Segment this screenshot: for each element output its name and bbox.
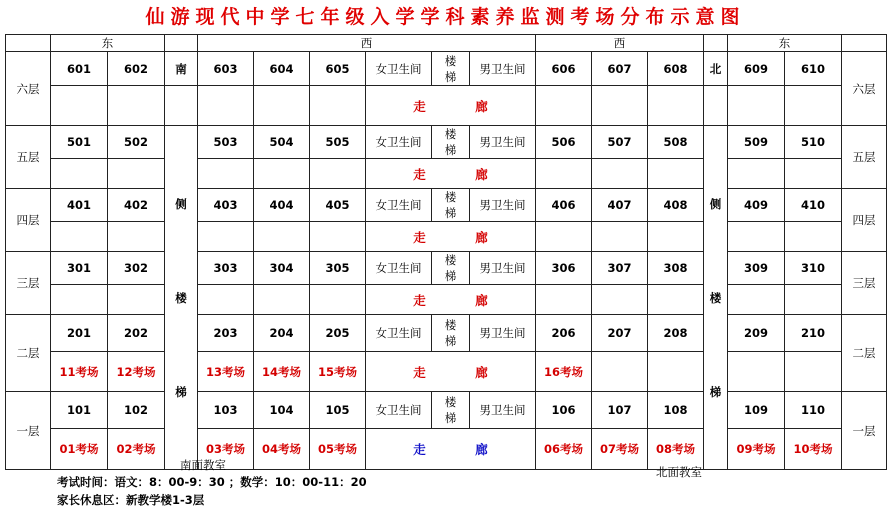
- room-number: 208: [648, 315, 704, 352]
- direction-west-left: 西: [198, 35, 536, 52]
- exam-room-label: [648, 159, 704, 189]
- exam-room-label: [728, 159, 785, 189]
- south-stair-char: 梯: [175, 384, 187, 399]
- exam-room-layout: [5, 34, 887, 470]
- room-number: 206: [536, 315, 592, 352]
- womens-restroom: 女卫生间: [366, 126, 432, 159]
- exam-room-label: 13考场: [198, 352, 254, 392]
- header-blank-left: [6, 35, 51, 52]
- middle-stair: [432, 126, 470, 159]
- exam-room-label: [592, 222, 648, 252]
- parent-rest-area: 家长休息区：新教学楼1-3层: [57, 493, 205, 507]
- floor-label-left: 一层: [6, 392, 51, 470]
- room-number: 108: [648, 392, 704, 429]
- middle-stair-char: 楼: [444, 253, 457, 267]
- mens-restroom: 男卫生间: [470, 392, 536, 429]
- exam-room-label: 05考场: [310, 429, 366, 470]
- exam-room-label: [785, 285, 842, 315]
- room-number: 607: [592, 52, 648, 86]
- floor-label-right: 二层: [842, 315, 887, 392]
- exam-room-label: [592, 159, 648, 189]
- floor-label-left: 三层: [6, 252, 51, 315]
- exam-room-label: 04考场: [254, 429, 310, 470]
- corridor: [366, 429, 536, 470]
- exam-room-label: [198, 285, 254, 315]
- corridor-char: 廊: [475, 442, 488, 457]
- room-number: 202: [108, 315, 165, 352]
- womens-restroom: 女卫生间: [366, 315, 432, 352]
- corridor-label: [413, 230, 488, 245]
- exam-room-label: [536, 86, 592, 126]
- exam-room-label: [51, 285, 108, 315]
- room-number: 602: [108, 52, 165, 86]
- page-title: 仙游现代中学七年级入学学科素养监测考场分布示意图: [145, 6, 746, 28]
- corridor: [366, 159, 536, 189]
- north-stair-top: 北: [704, 52, 728, 86]
- exam-room-label: [728, 285, 785, 315]
- room-number: 201: [51, 315, 108, 352]
- exam-room-label: [728, 222, 785, 252]
- room-number: 210: [785, 315, 842, 352]
- north-stair-char: 梯: [709, 384, 722, 399]
- room-number: 203: [198, 315, 254, 352]
- exam-room-label: [310, 222, 366, 252]
- room-number: 510: [785, 126, 842, 159]
- exam-room-label: 10考场: [785, 429, 842, 470]
- north-classrooms-label: 北面教室: [656, 465, 702, 479]
- header-blank-right: [842, 35, 887, 52]
- exam-room-label: 02考场: [108, 429, 165, 470]
- south-classrooms-label: 南面教室: [180, 458, 226, 472]
- room-number: 509: [728, 126, 785, 159]
- exam-room-label: [648, 86, 704, 126]
- middle-stair-char: 楼: [444, 127, 457, 141]
- middle-stair: [432, 189, 470, 222]
- room-number: 410: [785, 189, 842, 222]
- exam-room-label: 07考场: [592, 429, 648, 470]
- womens-restroom: 女卫生间: [366, 52, 432, 86]
- room-number: 102: [108, 392, 165, 429]
- corridor-label: [413, 365, 488, 380]
- room-number: 308: [648, 252, 704, 285]
- room-number: 504: [254, 126, 310, 159]
- mens-restroom: 男卫生间: [470, 315, 536, 352]
- room-number: 408: [648, 189, 704, 222]
- middle-stair-char: 梯: [444, 269, 457, 283]
- corridor-label: [413, 442, 488, 457]
- room-number: 104: [254, 392, 310, 429]
- south-stair: [165, 126, 198, 470]
- exam-room-label: [648, 285, 704, 315]
- floor-label-left: 六层: [6, 52, 51, 126]
- mens-restroom: 男卫生间: [470, 126, 536, 159]
- exam-room-label: [108, 86, 165, 126]
- exam-room-label: [254, 285, 310, 315]
- room-number: 207: [592, 315, 648, 352]
- mens-restroom: 男卫生间: [470, 189, 536, 222]
- room-number: 406: [536, 189, 592, 222]
- floor-label-left: 二层: [6, 315, 51, 392]
- room-number: 303: [198, 252, 254, 285]
- room-number: 604: [254, 52, 310, 86]
- exam-room-label: 03考场: [198, 429, 254, 470]
- north-stair-char: 楼: [709, 290, 722, 305]
- middle-stair-char: 梯: [444, 143, 457, 157]
- exam-room-label: [198, 159, 254, 189]
- floor-label-right: 五层: [842, 126, 887, 189]
- middle-stair-char: 楼: [444, 395, 457, 409]
- corridor: [366, 352, 536, 392]
- womens-restroom: 女卫生间: [366, 392, 432, 429]
- exam-room-label: 06考场: [536, 429, 592, 470]
- room-number: 407: [592, 189, 648, 222]
- room-number: 305: [310, 252, 366, 285]
- room-number: 409: [728, 189, 785, 222]
- room-number: 302: [108, 252, 165, 285]
- exam-room-label: 16考场: [536, 352, 592, 392]
- middle-stair-char: 梯: [444, 206, 457, 220]
- exam-room-label: [108, 159, 165, 189]
- corridor-label: [413, 293, 488, 308]
- room-number: 404: [254, 189, 310, 222]
- corridor-char: 廊: [475, 229, 488, 245]
- floor-label-right: 六层: [842, 52, 887, 126]
- exam-room-label: [785, 222, 842, 252]
- exam-room-label: [592, 352, 648, 392]
- floor-label-right: 四层: [842, 189, 887, 252]
- middle-stair-char: 楼: [444, 190, 457, 204]
- floor-label-left: 五层: [6, 126, 51, 189]
- corridor-label: [413, 167, 488, 182]
- womens-restroom: 女卫生间: [366, 252, 432, 285]
- room-number: 309: [728, 252, 785, 285]
- exam-room-label: [728, 86, 785, 126]
- room-number: 105: [310, 392, 366, 429]
- mens-restroom: 男卫生间: [470, 52, 536, 86]
- room-number: 107: [592, 392, 648, 429]
- exam-room-label: [254, 86, 310, 126]
- room-number: 204: [254, 315, 310, 352]
- exam-room-label: [254, 222, 310, 252]
- exam-room-label: [785, 352, 842, 392]
- room-number: 405: [310, 189, 366, 222]
- header-blank: [704, 35, 728, 52]
- exam-room-label: [310, 159, 366, 189]
- corridor-char: 走: [413, 98, 426, 114]
- middle-stair: [432, 252, 470, 285]
- direction-east-left: 东: [51, 35, 165, 52]
- exam-room-label: [310, 86, 366, 126]
- direction-west-right: 西: [536, 35, 704, 52]
- room-number: 608: [648, 52, 704, 86]
- corridor: [366, 222, 536, 252]
- room-number: 610: [785, 52, 842, 86]
- room-number: 106: [536, 392, 592, 429]
- floor-label-left: 四层: [6, 189, 51, 252]
- exam-room-label: [108, 285, 165, 315]
- floor-label-right: 三层: [842, 252, 887, 315]
- middle-stair-char: 楼: [444, 53, 457, 68]
- room-number: 306: [536, 252, 592, 285]
- corridor-char: 廊: [475, 98, 488, 114]
- room-number: 501: [51, 126, 108, 159]
- room-number: 508: [648, 126, 704, 159]
- north-stair-gap: [704, 86, 728, 126]
- exam-room-label: [536, 159, 592, 189]
- corridor-char: 廊: [475, 166, 488, 182]
- exam-room-label: [51, 86, 108, 126]
- middle-stair-char: 梯: [444, 411, 457, 425]
- womens-restroom: 女卫生间: [366, 189, 432, 222]
- exam-room-label: [536, 285, 592, 315]
- exam-room-label: [785, 159, 842, 189]
- exam-room-label: [254, 159, 310, 189]
- exam-room-label: [592, 86, 648, 126]
- corridor: [366, 285, 536, 315]
- room-number: 101: [51, 392, 108, 429]
- south-stair-char: 楼: [175, 290, 187, 305]
- exam-room-label: 11考场: [51, 352, 108, 392]
- exam-room-label: [536, 222, 592, 252]
- room-number: 603: [198, 52, 254, 86]
- exam-room-label: [785, 86, 842, 126]
- middle-stair-char: 楼: [444, 318, 457, 332]
- floor-label-right: 一层: [842, 392, 887, 470]
- exam-room-label: 09考场: [728, 429, 785, 470]
- middle-stair: [432, 315, 470, 352]
- exam-room-label: [728, 352, 785, 392]
- mens-restroom: 男卫生间: [470, 252, 536, 285]
- exam-room-label: 08考场: [648, 429, 704, 470]
- exam-room-label: [648, 352, 704, 392]
- corridor-char: 廊: [475, 292, 488, 308]
- exam-time: 考试时间：语文：8：00-9：30 ；数学：10：00-11：20: [57, 475, 367, 489]
- exam-room-label: [108, 222, 165, 252]
- room-number: 606: [536, 52, 592, 86]
- exam-room-label: [592, 285, 648, 315]
- exam-room-label: 01考场: [51, 429, 108, 470]
- middle-stair-char: 梯: [444, 334, 457, 348]
- direction-east-right: 东: [728, 35, 842, 52]
- south-stair-gap: [165, 86, 198, 126]
- room-number: 401: [51, 189, 108, 222]
- corridor-char: 廊: [475, 364, 488, 380]
- room-number: 506: [536, 126, 592, 159]
- room-number: 307: [592, 252, 648, 285]
- room-number: 505: [310, 126, 366, 159]
- south-stair-top: 南: [165, 52, 198, 86]
- exam-room-label: [198, 222, 254, 252]
- corridor-char: 走: [413, 364, 426, 380]
- exam-room-label: 12考场: [108, 352, 165, 392]
- room-number: 403: [198, 189, 254, 222]
- exam-room-label: 14考场: [254, 352, 310, 392]
- middle-stair: [432, 52, 470, 86]
- exam-room-label: [51, 222, 108, 252]
- south-stair-char: 侧: [175, 196, 187, 211]
- room-number: 502: [108, 126, 165, 159]
- exam-room-label: [51, 159, 108, 189]
- corridor-char: 走: [413, 292, 426, 308]
- exam-room-label: 15考场: [310, 352, 366, 392]
- exam-room-label: [198, 86, 254, 126]
- corridor-char: 走: [413, 442, 426, 457]
- room-number: 109: [728, 392, 785, 429]
- exam-room-label: [310, 285, 366, 315]
- room-number: 402: [108, 189, 165, 222]
- room-number: 507: [592, 126, 648, 159]
- room-number: 205: [310, 315, 366, 352]
- room-number: 304: [254, 252, 310, 285]
- room-number: 310: [785, 252, 842, 285]
- room-number: 301: [51, 252, 108, 285]
- corridor: [366, 86, 536, 126]
- north-stair-char: 侧: [709, 196, 722, 211]
- middle-stair-char: 梯: [444, 69, 457, 84]
- corridor-char: 走: [413, 229, 426, 245]
- corridor-label: [413, 99, 488, 114]
- room-number: 209: [728, 315, 785, 352]
- corridor-char: 走: [413, 166, 426, 182]
- room-number: 503: [198, 126, 254, 159]
- room-number: 601: [51, 52, 108, 86]
- exam-room-label: [648, 222, 704, 252]
- middle-stair: [432, 392, 470, 429]
- room-number: 110: [785, 392, 842, 429]
- header-blank: [165, 35, 198, 52]
- room-number: 609: [728, 52, 785, 86]
- room-number: 605: [310, 52, 366, 86]
- room-number: 103: [198, 392, 254, 429]
- north-stair: [704, 126, 728, 470]
